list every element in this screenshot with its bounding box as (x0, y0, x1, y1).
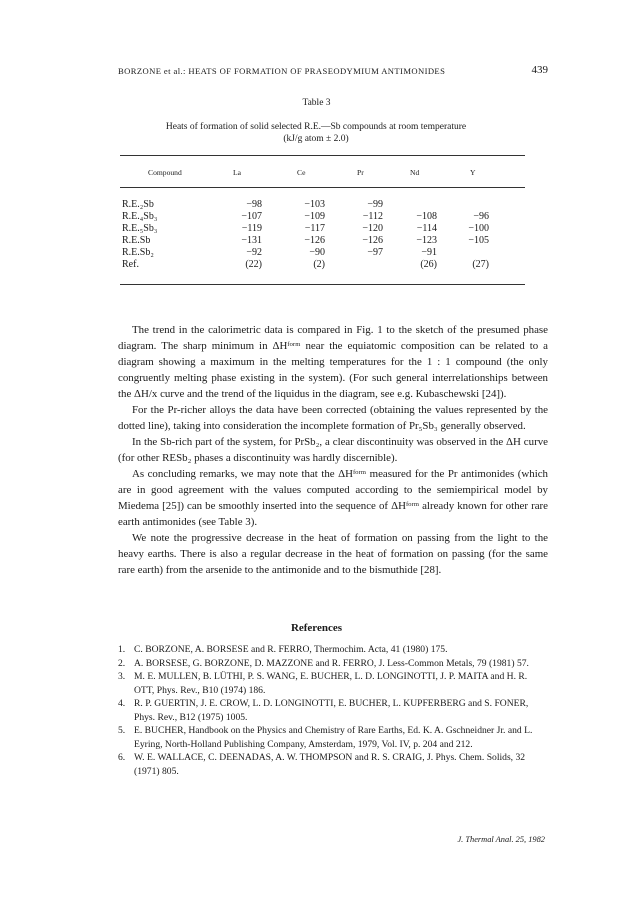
column-header: Compound (148, 168, 182, 177)
table-cell: R.E.Sb (122, 235, 151, 246)
column-header: Pr (357, 168, 364, 177)
table-cell: −109 (304, 211, 325, 222)
paragraph: In the Sb-rich part of the system, for PrSb₂, a clear discontinuity was observed in the ΔH curve (for other RESb₂ phases a discontinuity was hardly discernible). (118, 436, 548, 464)
table-cell: −99 (367, 199, 383, 210)
reference-item (118, 697, 548, 724)
reference-number: 3. (118, 671, 126, 682)
table-cell: −126 (304, 235, 325, 246)
table-row (0, 259, 633, 271)
table-cell: (27) (472, 259, 489, 270)
column-header: Nd (410, 168, 420, 177)
table-cell: −107 (241, 211, 262, 222)
table-cell: R.E.₂Sb (122, 199, 154, 210)
table-cell: −120 (362, 223, 383, 234)
reference-item (118, 643, 548, 657)
reference-number: 1. (118, 644, 126, 655)
column-header: La (233, 168, 242, 177)
table-caption: Table 3 (302, 98, 331, 108)
table-cell: (26) (420, 259, 437, 270)
table-cell: −117 (304, 223, 325, 234)
table-cell: R.E.Sb₂ (122, 247, 154, 258)
table-cell: −91 (421, 247, 437, 258)
table-cell: −126 (362, 235, 383, 246)
table-cell: −108 (416, 211, 437, 222)
reference-number: 2. (118, 657, 126, 669)
reference-number: 6. (118, 752, 126, 763)
table-cell: −123 (416, 235, 437, 246)
table-cell: R.E.₅Sb₃ (122, 223, 158, 234)
table-cell: −114 (416, 223, 437, 234)
page-number: 439 (531, 64, 548, 76)
paragraph: We note the progressive decrease in the heat of formation on passing from the light to the heavy earths. There is also a regular decrease in the heat of formation on passing (for the same rare earth) from the arsenide to the antimonide and to the bismuthide [28]. (118, 532, 548, 576)
reference-text: W. E. WALLACE, C. DEENADAS, A. W. THOMPSON and R. S. CRAIG, J. Phys. Chem. Solids, 32 (1971) 805. (134, 752, 526, 777)
table-cell: −97 (367, 247, 383, 258)
reference-item (118, 751, 548, 778)
table-cell: R.E.₄Sb₃ (122, 211, 158, 222)
table-row (0, 211, 633, 223)
table-header-rule (120, 187, 525, 188)
reference-number: 5. (118, 725, 126, 736)
table-description-line1: Heats of formation of solid selected R.E.—Sb compounds at room temperature (165, 122, 467, 132)
body-text (118, 322, 548, 578)
reference-text: A. BORSESE, G. BORZONE, D. MAZZONE and R. FERRO, J. Less-Common Metals, 79 (1981) 57. (134, 657, 529, 669)
table-cell: −119 (241, 223, 262, 234)
table-row (0, 199, 633, 211)
reference-text: R. P. GUERTIN, J. E. CROW, L. D. LONGINOTTI, E. BUCHER, L. KUPFERBERG and S. FONER, Phys. Rev., B12 (1975) 1005. (134, 698, 529, 723)
table-cell: −112 (362, 211, 383, 222)
journal-footer: J. Thermal Anal. 25, 1982 (457, 835, 545, 844)
table-cell: −92 (246, 247, 262, 258)
references-list (118, 643, 548, 778)
references-heading: References (290, 622, 343, 634)
table-row (0, 247, 633, 259)
column-header: Y (470, 168, 476, 177)
table-bottom-rule (120, 284, 525, 285)
reference-item (118, 657, 548, 671)
table-cell: −103 (304, 199, 325, 210)
table-cell: Ref. (122, 259, 139, 270)
reference-number: 4. (118, 698, 126, 709)
table-cell: −131 (241, 235, 262, 246)
reference-text: M. E. MULLEN, B. LÜTHI, P. S. WANG, E. BUCHER, L. D. LONGINOTTI, J. P. MAITA and H. R. OTT, Phys. Rev., B10 (1974) 186. (134, 671, 528, 696)
table-description (110, 121, 522, 145)
table-description-line2: (kJ/g atom ± 2.0) (283, 134, 349, 144)
table-row (0, 235, 633, 247)
paragraph: For the Pr-richer alloys the data have been corrected (obtaining the values represented by the dotted line), taking into consideration the incomplete formation of Pr₅Sb₃ generally observed. (118, 404, 548, 432)
paragraph: As concluding remarks, we may note that the ΔHᶠᵒʳᵐ measured for the Pr antimonides (which are in good agreement with the values computed according to the semiempirical model by Miedema [25]) can be smoothly inserted into the sequence of ΔHᶠᵒʳᵐ already known for other rare earth antimonides (see Table 3). (118, 468, 548, 528)
table-cell: (2) (313, 259, 325, 270)
reference-text: E. BUCHER, Handbook on the Physics and Chemistry of Rare Earths, Ed. K. A. Gschneidner Jr. and L. Eyring, North-Holland Publishing Company, Amsterdam, 1979, Vol. IV, p. 204 and 212. (134, 725, 533, 750)
table-cell: −100 (468, 223, 489, 234)
table-cell: −98 (246, 199, 262, 210)
running-header (118, 66, 548, 76)
table-cell: −96 (473, 211, 489, 222)
table-cell: (22) (245, 259, 262, 270)
column-header: Ce (297, 168, 306, 177)
table-row (0, 223, 633, 235)
running-title: BORZONE et al.: HEATS OF FORMATION OF PRASEODYMIUM ANTIMONIDES (118, 66, 446, 76)
table-cell: −105 (468, 235, 489, 246)
reference-text: C. BORZONE, A. BORSESE and R. FERRO, Thermochim. Acta, 41 (1980) 175. (134, 644, 448, 655)
paragraph: The trend in the calorimetric data is compared in Fig. 1 to the sketch of the presumed phase diagram. The sharp minimum in ΔHᶠᵒʳᵐ near the equiatomic composition can be related to a diagram showing a maximum in the melting temperatures for the 1 : 1 compound (the only congruently melting phase existing in the system). (For such general interrelationships between the ΔH/x curve and the trend of the liquidus in the diagram, see e.g. Kubaschewski [24]). (118, 324, 548, 400)
table-top-rule (120, 155, 525, 156)
reference-item (118, 724, 548, 751)
table-cell: −90 (309, 247, 325, 258)
reference-item (118, 670, 548, 697)
